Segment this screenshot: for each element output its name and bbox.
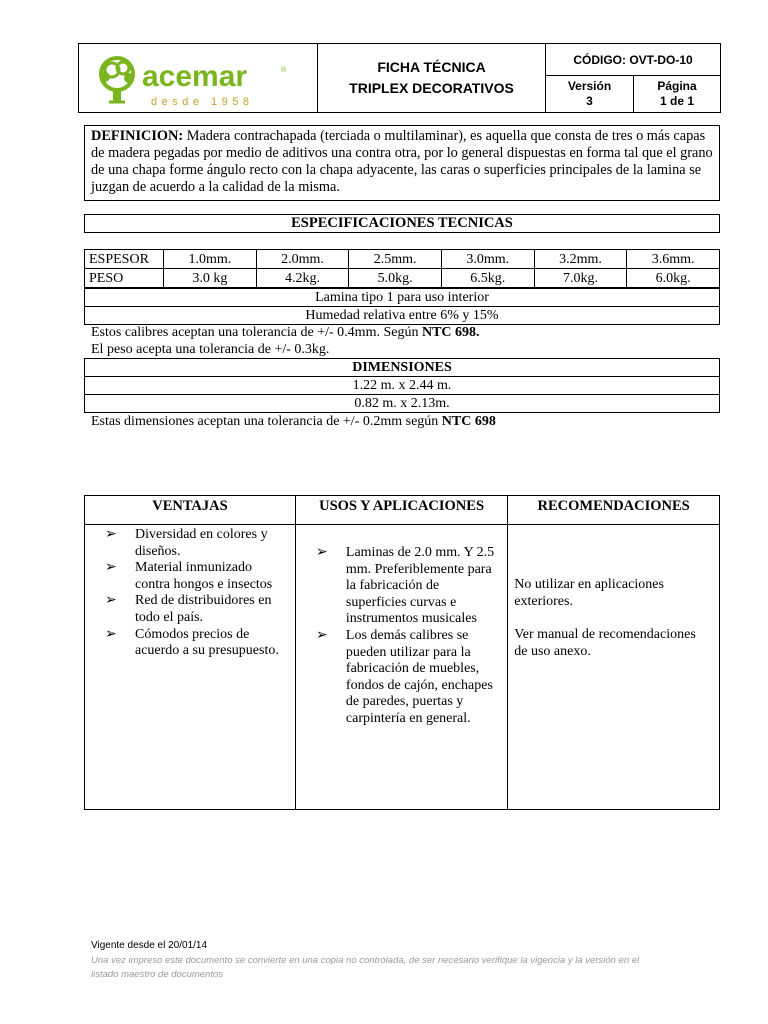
column-header-ventajas: VENTAJAS <box>85 496 296 525</box>
list-item <box>85 627 289 660</box>
tree-icon <box>100 58 134 102</box>
list-item-text: Los demás calibres se pueden utilizar para la fabricación de muebles, fondos de cajón, enchapes de paredes, puertas y carpintería en general. <box>345 627 493 726</box>
calibre-tolerance-ref: NTC 698. <box>421 325 480 340</box>
svg-text:acemar: acemar <box>142 60 248 93</box>
calibre-tolerance-text: Estos calibres aceptan una tolerancia de +/- 0.4mm. Según <box>91 325 422 340</box>
spec-cell: 2.5mm. <box>349 250 442 269</box>
usos-list <box>296 545 501 728</box>
list-item <box>296 628 501 728</box>
spec-cell: 1.0mm. <box>164 250 257 269</box>
svg-text:®: ® <box>281 67 287 74</box>
arrow-bullet-icon: ➢ <box>105 593 117 609</box>
arrow-bullet-icon: ➢ <box>105 560 117 576</box>
list-item-text: Material inmunizado contra hongos e insectos <box>135 560 273 592</box>
doc-code: CÓDIGO: OVT-DO-10 <box>573 52 693 67</box>
page-cell <box>634 76 720 112</box>
recomendaciones-cell <box>508 525 720 810</box>
version-value: 3 <box>586 94 593 108</box>
definition-label: DEFINICION: <box>91 128 184 144</box>
version-label: Versión <box>567 79 612 93</box>
table-header-row <box>85 496 720 525</box>
doc-subtitle: TRIPLEX DECORATIVOS <box>349 80 514 96</box>
dimension-tolerance <box>91 413 496 430</box>
page-value: 1 de 1 <box>659 94 695 108</box>
spec-cell: 6.0kg. <box>627 269 720 288</box>
table-row <box>85 525 720 810</box>
spec-cell: 3.2mm. <box>534 250 627 269</box>
spec-cell: 3.6mm. <box>627 250 720 269</box>
list-item <box>85 560 289 593</box>
version-cell <box>546 76 634 112</box>
list-item-text: Laminas de 2.0 mm. Y 2.5 mm. Preferiblemente para la fabricación de superficies curvas e instrumentos musicales <box>345 545 495 627</box>
spec-cell: ESPESOR <box>85 250 164 269</box>
dimension-tolerance-text: Estas dimensiones aceptan una tolerancia de +/- 0.2mm según <box>91 414 442 429</box>
logo-cell <box>79 44 318 112</box>
arrow-bullet-icon: ➢ <box>315 627 328 643</box>
code-cell <box>546 44 720 76</box>
spec-cell: 7.0kg. <box>534 269 627 288</box>
footer-date: Vigente desde el 20/01/14 <box>91 940 208 951</box>
list-item-text: Cómodos precios de acuerdo a su presupuesto. <box>135 626 279 659</box>
page-label: Página <box>657 79 697 93</box>
title-cell <box>318 44 546 112</box>
dimension-item: 1.22 m. x 2.44 m. <box>84 376 720 395</box>
dimension-tolerance-ref: NTC 698 <box>441 414 496 429</box>
spec-cell: 6.5kg. <box>441 269 534 288</box>
spec-title: ESPECIFICACIONES TECNICAS <box>84 214 720 233</box>
spec-cell: PESO <box>85 269 164 288</box>
list-item <box>296 545 501 628</box>
weight-tolerance: El peso acepta una tolerancia de +/- 0.3kg. <box>91 342 330 357</box>
recommendation-text: No utilizar en aplicaciones exteriores. <box>514 577 664 609</box>
dimensions-title: DIMENSIONES <box>84 358 720 377</box>
usos-cell <box>295 525 507 810</box>
arrow-bullet-icon: ➢ <box>105 626 117 642</box>
ventajas-cell <box>85 525 296 810</box>
spec-table <box>84 249 720 288</box>
spec-cell: 3.0 kg <box>164 269 257 288</box>
dimension-item: 0.82 m. x 2.13m. <box>84 394 720 413</box>
features-table <box>84 495 720 810</box>
list-item <box>85 527 289 560</box>
list-item-text: Red de distribuidores en todo el país. <box>135 593 272 625</box>
arrow-bullet-icon: ➢ <box>315 545 328 560</box>
spec-cell: 5.0kg. <box>349 269 442 288</box>
definition-text: Madera contrachapada (terciada o multilaminar), es aquella que consta de tres o más capas de madera pegadas por medio de aditivos una contra otra, por lo general dispuestas en forma tal que el grano de una chapa forme ángulo recto con la chapa adyacente, las caras o superficies principales de la lamina se juzgan de acuerdo a la calidad de la misma. <box>91 128 713 195</box>
list-item-text: Diversidad en colores y diseños. <box>135 527 268 559</box>
table-row <box>85 250 720 269</box>
definition-box <box>84 125 720 201</box>
column-header-recomendaciones: RECOMENDACIONES <box>508 496 720 525</box>
column-header-usos: USOS Y APLICACIONES <box>295 496 507 525</box>
acemar-logo <box>79 44 318 112</box>
list-item <box>85 593 289 626</box>
spec-cell: 2.0mm. <box>256 250 349 269</box>
document-header <box>78 43 721 113</box>
ventajas-list <box>85 527 289 660</box>
spec-cell: 4.2kg. <box>256 269 349 288</box>
footer-note: Una vez impreso este documento se convierte en una copia no controlada, de ser necesario verifique la vigencia y la versión en el listado maestro de documentos <box>91 955 640 980</box>
svg-text:desde 1958: desde 1958 <box>151 96 254 108</box>
arrow-bullet-icon: ➢ <box>105 527 117 542</box>
table-row <box>85 269 720 288</box>
humedad-row: Humedad relativa entre 6% y 15% <box>84 306 720 325</box>
lamina-row: Lamina tipo 1 para uso interior <box>84 288 720 307</box>
doc-title: FICHA TÉCNICA <box>377 59 486 75</box>
spec-cell: 3.0mm. <box>441 250 534 269</box>
recommendation-text: Ver manual de recomendaciones de uso anexo. <box>514 627 696 659</box>
calibre-tolerance <box>91 324 480 341</box>
